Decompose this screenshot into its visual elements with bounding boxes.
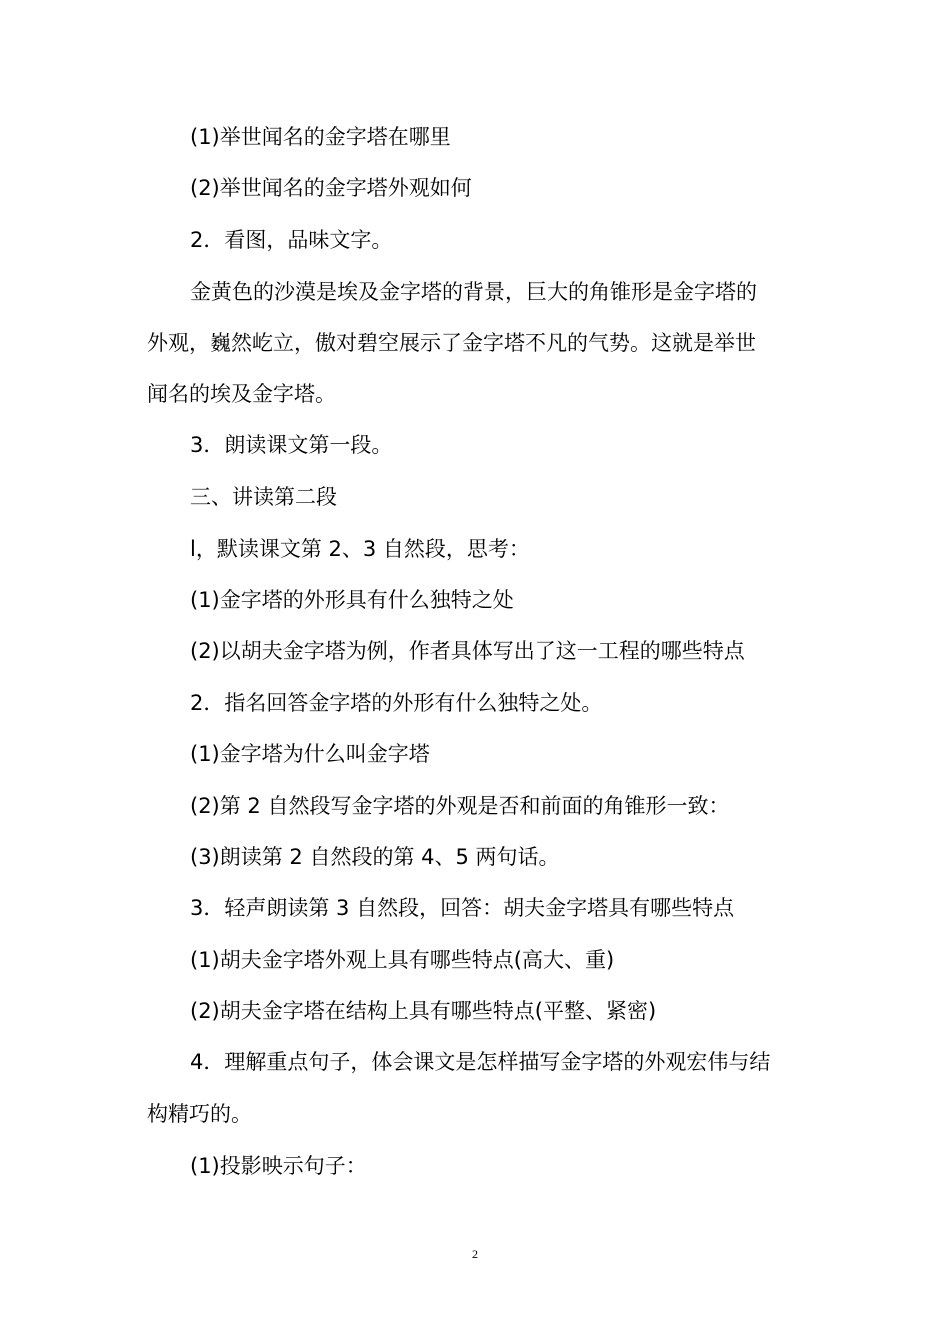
text-line: (1)金字塔的外形具有什么独特之处	[190, 588, 514, 612]
text-line: (1)金字塔为什么叫金字塔	[190, 742, 430, 766]
paragraph-line: 闻名的埃及金字塔。	[147, 382, 336, 406]
text-line: (1)举世闻名的金字塔在哪里	[190, 125, 451, 149]
text-line: (2)以胡夫金字塔为例，作者具体写出了这一工程的哪些特点	[190, 639, 745, 663]
text-line: (2)举世闻名的金字塔外观如何	[190, 176, 472, 200]
text-line: (1)投影映示句子：	[190, 1154, 367, 1178]
page-number: 2	[472, 1247, 478, 1261]
section-heading: 三、讲读第二段	[190, 485, 337, 509]
text-line: 2．指名回答金字塔的外形有什么独特之处。	[190, 691, 603, 715]
text-line: 3．朗读课文第一段。	[190, 433, 393, 457]
text-line: l，默读课文第 2、3 自然段，思考：	[190, 537, 530, 561]
text-line: 2．看图，品味文字。	[190, 228, 393, 252]
paragraph-line: 4．理解重点句子，体会课文是怎样描写金字塔的外观宏伟与结	[190, 1050, 771, 1074]
text-line: 3．轻声朗读第 3 自然段，回答：胡夫金字塔具有哪些特点	[190, 896, 735, 920]
paragraph-line: 外观，巍然屹立，傲对碧空展示了金字塔不凡的气势。这就是举世	[147, 331, 756, 355]
text-line: (1)胡夫金字塔外观上具有哪些特点(高大、重)	[190, 948, 615, 972]
text-line: (3)朗读第 2 自然段的第 4、5 两句话。	[190, 845, 560, 869]
text-line: (2)第 2 自然段写金字塔的外观是否和前面的角锥形一致：	[190, 794, 730, 818]
paragraph-line: 金黄色的沙漠是埃及金字塔的背景，巨大的角锥形是金字塔的	[190, 280, 757, 304]
text-line: (2)胡夫金字塔在结构上具有哪些特点(平整、紧密)	[190, 999, 657, 1023]
paragraph-line: 构精巧的。	[147, 1102, 252, 1126]
